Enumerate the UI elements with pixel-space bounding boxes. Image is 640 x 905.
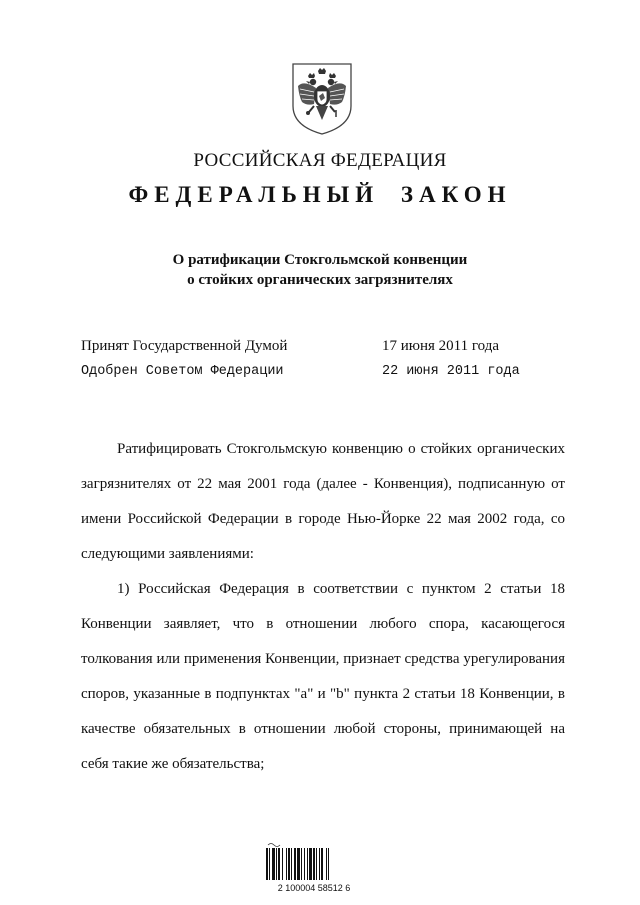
country-name: РОССИЙСКАЯ ФЕДЕРАЦИЯ [193,150,447,171]
law-title-line1: О ратификации Стокгольмской конвенции [172,252,468,268]
emblem-icon [290,62,354,136]
duma-label: Принят Государственной Думой [81,338,288,354]
law-title [0,250,640,290]
barcode-icon [262,842,366,894]
barcode-number: 2 100004 58512 6 [277,883,351,893]
body-paragraph-1: Ратифицировать Стокгольмскую конвенцию о стойких органических загрязнителях от 22 мая 2001 года (далее - Конвенция), подписанную от имени Российской Федерации в городе Нью-Йорке 22 мая 2002 года, со следующими заявлениями: [81,441,565,562]
body-paragraph-2: 1) Российская Федерация в соответствии с пунктом 2 статьи 18 Конвенции заявляет, что в отношении любого спора, касающегося толкования или применения Конвенции, признает средства урегулирования споров, указанные в подпунктах "a" и "b" пункта 2 статьи 18 Конвенции, в качестве обязательных в отношении любой стороны, принимающей на себя такие же обязательства; [81,581,565,772]
duma-date: 17 июня 2011 года [382,338,499,354]
law-title-line2: о стойких органических загрязнителях [187,272,453,288]
document-type: ФЕДЕРАЛЬНЫЙ ЗАКОН [128,182,512,207]
law-body [81,432,565,782]
council-label: Одобрен Советом Федерации [81,364,284,379]
council-date: 22 июня 2011 года [382,364,520,379]
